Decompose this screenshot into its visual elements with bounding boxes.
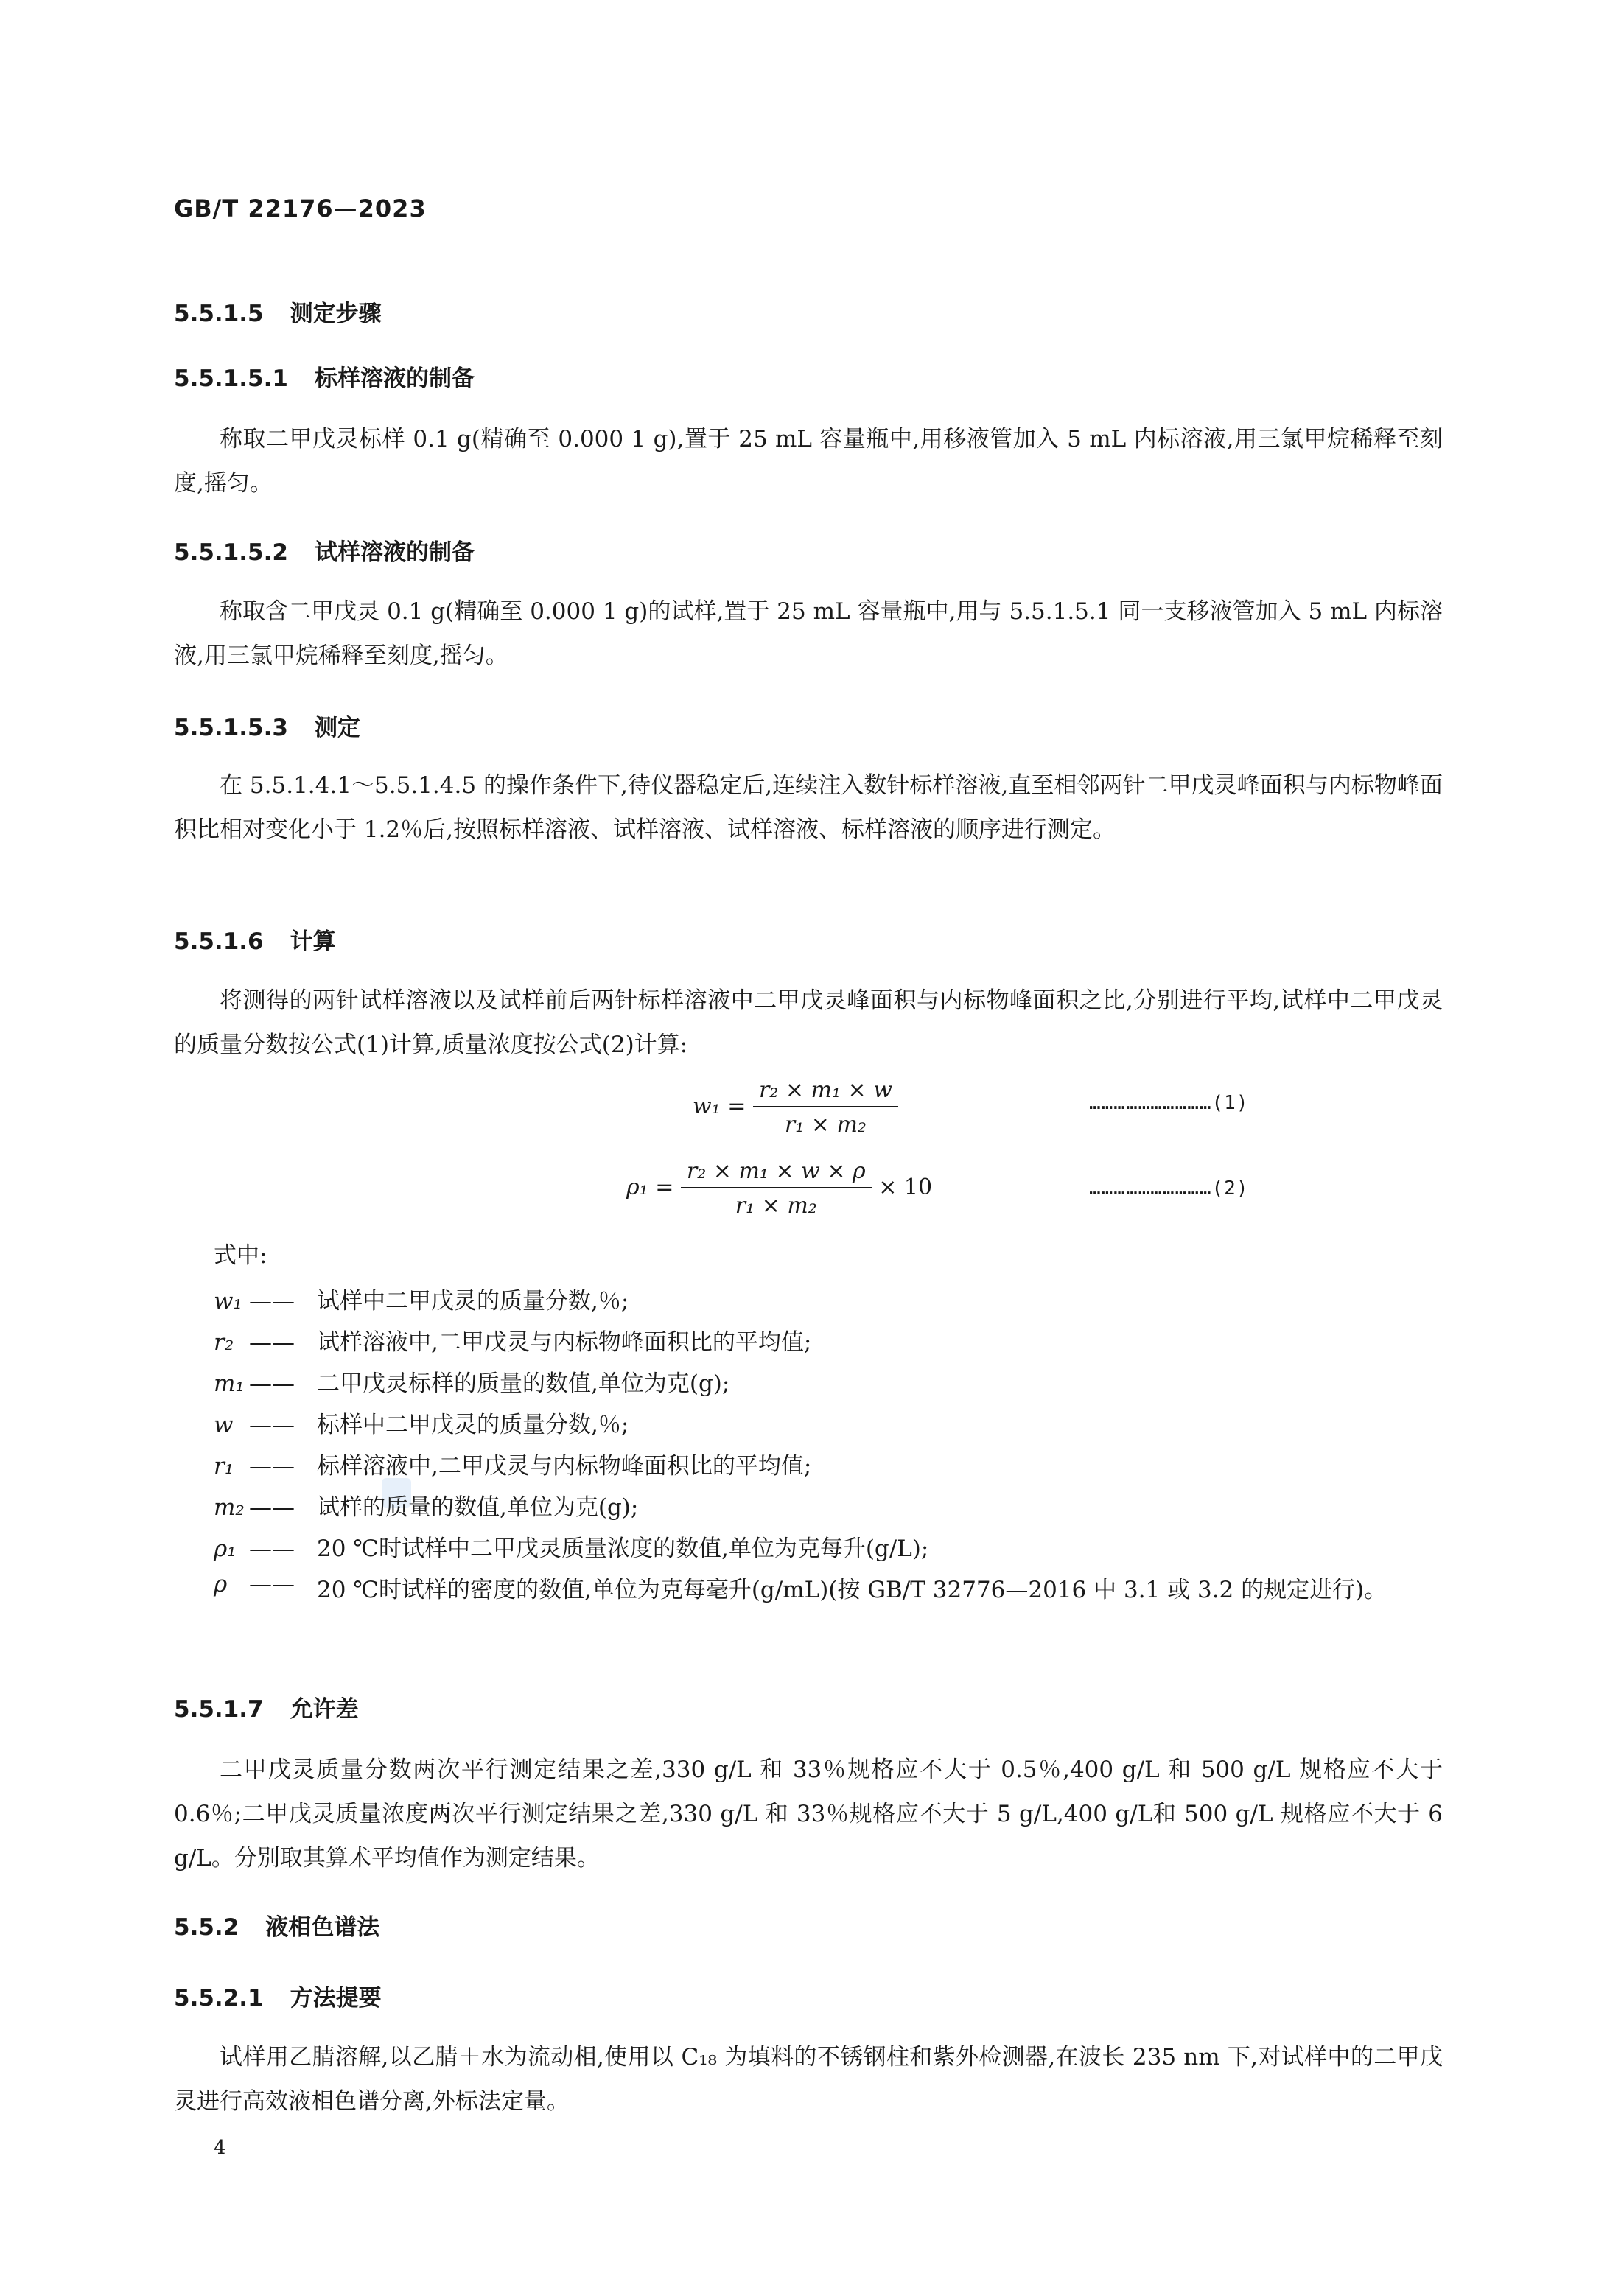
section-heading: [174, 295, 382, 328]
variable-definition: [214, 1323, 811, 1356]
denominator: r₁ × m₂: [735, 1193, 817, 1219]
formula-2: [626, 1158, 932, 1219]
variable-symbol: ρ: [214, 1571, 228, 1597]
formula-number: …………………………(1): [1089, 1092, 1249, 1114]
formula-1: [693, 1077, 898, 1138]
section-heading: [174, 1908, 379, 1942]
section-number: 5.5.1.7: [174, 1696, 264, 1723]
variable-definition: [214, 1488, 638, 1522]
variable-symbol: m₁: [214, 1370, 245, 1397]
paragraph: 在 5.5.1.4.1～5.5.1.4.5 的操作条件下,待仪器稳定后,连续注入数针标样溶液,直至相邻两针二甲戊灵峰面积与内标物峰面积比相对变化小于 1.2％后,按照标样溶液、试样溶液、试样溶液、标样溶液的顺序进行测定。: [174, 772, 1443, 843]
paragraph: 称取含二甲戊灵 0.1 g(精确至 0.000 1 g)的试样,置于 25 mL 容量瓶中,用与 5.5.1.5.1 同一支移液管加入 5 mL 内标溶液,用三氯甲烷稀释至刻度,摇匀。: [174, 598, 1443, 669]
formula-lhs: ρ₁ =: [626, 1174, 674, 1200]
variable-definition: [214, 1530, 928, 1563]
variable-description: 试样中二甲戊灵的质量分数,％;: [317, 1288, 629, 1314]
section-title: 标样溶液的制备: [314, 365, 475, 392]
dash: ——: [249, 1571, 295, 1597]
section-title: 允许差: [290, 1696, 359, 1723]
variable-symbol: m₂: [214, 1494, 245, 1521]
numerator: r₂ × m₁ × w: [753, 1077, 898, 1107]
section-number: 5.5.1.6: [174, 928, 264, 955]
section-heading: [174, 1979, 382, 2012]
paragraph: 试样用乙腈溶解,以乙腈＋水为流动相,使用以 C₁₈ 为填料的不锈钢柱和紫外检测器,在波长 235 nm 下,对试样中的二甲戊灵进行高效液相色谱分离,外标法定量。: [174, 2044, 1443, 2115]
variable-definition: [214, 1406, 629, 1439]
variable-symbol: r₁: [214, 1453, 234, 1480]
numerator: r₂ × m₁ × w × ρ: [681, 1158, 872, 1188]
standard-code: GB/T 22176—2023: [174, 195, 427, 223]
dash: ——: [249, 1453, 295, 1480]
section-title: 测定步骤: [290, 301, 382, 327]
variable-description: 试样溶液中,二甲戊灵与内标物峰面积比的平均值;: [317, 1329, 812, 1356]
variable-symbol: ρ₁: [214, 1536, 237, 1562]
variable-definition: [214, 1571, 317, 1597]
variable-symbol: r₂: [214, 1329, 234, 1356]
section-heading: [174, 360, 475, 393]
paragraph: 称取二甲戊灵标样 0.1 g(精确至 0.000 1 g),置于 25 mL 容量瓶中,用移液管加入 5 mL 内标溶液,用三氯甲烷稀释至刻度,摇匀。: [174, 426, 1443, 497]
variable-symbol: w: [214, 1412, 234, 1438]
variable-definition: [214, 1282, 629, 1315]
variable-description: 二甲戊灵标样的质量的数值,单位为克(g);: [317, 1370, 730, 1397]
where-label: 式中:: [214, 1242, 267, 1269]
variable-description: 20 ℃时试样中二甲戊灵质量浓度的数值,单位为克每升(g/L);: [317, 1536, 929, 1562]
section-heading: [174, 709, 360, 742]
section-number: 5.5.1.5.1: [174, 365, 288, 392]
section-title: 液相色谱法: [265, 1914, 380, 1941]
dash: ——: [249, 1288, 295, 1314]
variable-description: 试样的质量的数值,单位为克(g);: [317, 1494, 639, 1521]
section-title: 方法提要: [290, 1985, 382, 2012]
section-title: 测定: [314, 715, 360, 741]
variable-description: 标样中二甲戊灵的质量分数,％;: [317, 1412, 629, 1438]
variable-description-multiline: 20 ℃时试样的密度的数值,单位为克每毫升(g/mL)(按 GB/T 32776—2016 中 3.1 或 3.2 的规定进行)。: [317, 1577, 1387, 1603]
formula-tail: × 10: [878, 1174, 933, 1200]
variable-description: 标样溶液中,二甲戊灵与内标物峰面积比的平均值;: [317, 1453, 812, 1480]
dash: ——: [249, 1370, 295, 1397]
fraction: [753, 1077, 898, 1138]
dash: ——: [249, 1412, 295, 1438]
variable-definition: [214, 1365, 729, 1398]
variable-definition: [214, 1447, 811, 1480]
section-title: 计算: [290, 928, 336, 955]
section-heading: [174, 923, 336, 956]
page-number: 4: [214, 2137, 226, 2159]
dash: ——: [249, 1494, 295, 1521]
section-heading: [174, 1690, 359, 1723]
paragraph: 将测得的两针试样溶液以及试样前后两针标样溶液中二甲戊灵峰面积与内标物峰面积之比,分别进行平均,试样中二甲戊灵的质量分数按公式(1)计算,质量浓度按公式(2)计算:: [174, 987, 1443, 1058]
formula-number: …………………………(2): [1089, 1177, 1249, 1200]
formula-lhs: w₁ =: [693, 1093, 746, 1119]
fraction: [681, 1158, 872, 1219]
section-heading: [174, 533, 475, 567]
paragraph: 二甲戊灵质量分数两次平行测定结果之差,330 g/L 和 33％规格应不大于 0.5％,400 g/L 和 500 g/L 规格应不大于 0.6％;二甲戊灵质量浓度两次平行测定结果之差,330 g/L 和 33％规格应不大于 5 g/L,400 g/L和 500 g/L 规格应不大于 6 g/L。分别取其算术平均值作为测定结果。: [174, 1757, 1443, 1872]
section-number: 5.5.2: [174, 1914, 239, 1941]
section-number: 5.5.2.1: [174, 1985, 264, 2012]
section-number: 5.5.1.5.2: [174, 539, 288, 566]
dash: ——: [249, 1329, 295, 1356]
section-number: 5.5.1.5.3: [174, 715, 288, 741]
section-title: 试样溶液的制备: [314, 539, 475, 566]
variable-symbol: w₁: [214, 1288, 242, 1314]
denominator: r₁ × m₂: [784, 1112, 867, 1138]
section-number: 5.5.1.5: [174, 301, 264, 327]
dash: ——: [249, 1536, 295, 1562]
